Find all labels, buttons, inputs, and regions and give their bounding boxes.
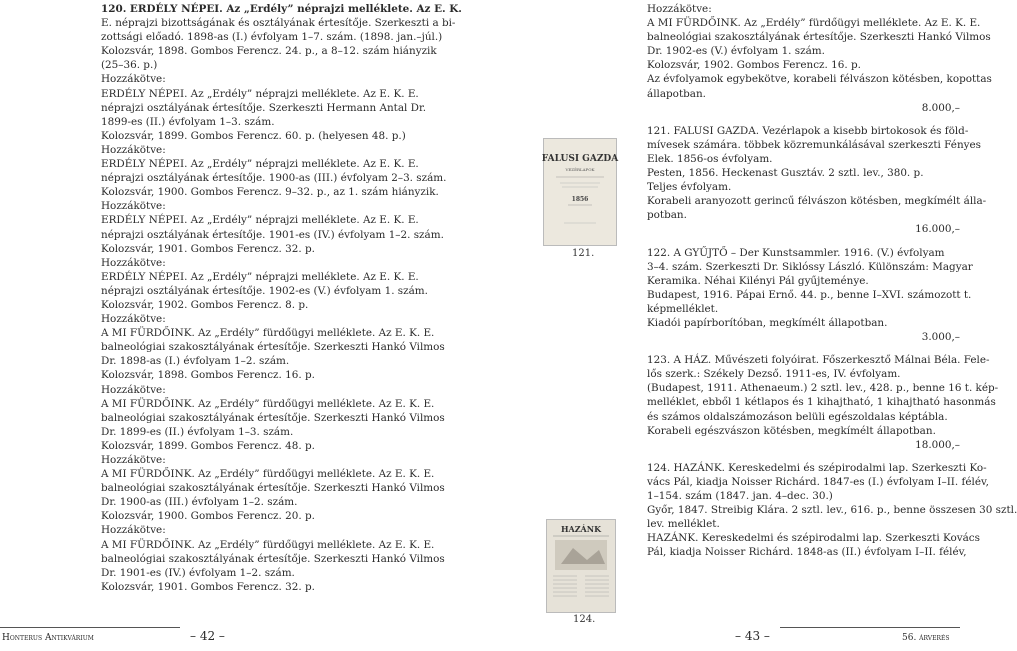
text-line: Hozzákötve:: [101, 383, 166, 396]
cover-illustration-hazank: [547, 520, 615, 612]
text-line: Korabeli aranyozott gerincű félvászon kötésben, megkímélt álla-: [647, 195, 987, 208]
text-line: ERDÉLY NÉPEI. Az „Erdély” néprajzi melléklete. Az E. K. E.: [101, 87, 419, 100]
text-line: HAZÁNK. Kereskedelmi és szépirodalmi lap. Szerkeszti Kovács: [647, 532, 980, 545]
text-line: 3–4. szám. Szerkeszti Dr. Siklóssy László. Különszám: Magyar: [647, 260, 973, 273]
footer-rule-right: [780, 627, 960, 628]
text-line: Hozzákötve:: [101, 313, 166, 326]
footer-rule-left: [0, 627, 180, 628]
page-number-right: – 43 –: [735, 629, 770, 643]
text-line: Dr. 1898-as (I.) évfolyam 1–2. szám.: [101, 355, 290, 368]
image-caption-124: 124.: [573, 614, 596, 625]
text-line: Teljes évfolyam.: [647, 181, 732, 194]
price: 18.000,–: [915, 438, 960, 451]
text-line: Hozzákötve:: [101, 256, 166, 269]
text-line: Hozzákötve:: [101, 454, 166, 466]
text-line: Pesten, 1856. Heckenast Gusztáv. 2 sztl. lev., 380. p.: [647, 167, 924, 180]
text-line: Elek. 1856-os évfolyam.: [647, 152, 773, 165]
text-line: Kolozsvár, 1902. Gombos Ferencz. 16. p.: [647, 59, 861, 72]
text-line: 123. A HÁZ. Művészeti folyóirat. Főszerkesztő Málnai Béla. Fele-: [647, 354, 990, 367]
cover-year: 1856: [571, 196, 589, 203]
price: 3.000,–: [921, 331, 960, 344]
footer-publisher: Honterus Antikvárium: [2, 633, 94, 643]
entry-gap: [647, 237, 960, 246]
text-line: néprajzi osztályának értesítője. 1900-as (III.) évfolyam 2–3. szám.: [101, 172, 447, 185]
text-line: lős szerk.: Székely Dezső. 1911-es, IV. évfolyam.: [647, 368, 901, 381]
text-line: 121. FALUSI GAZDA. Vezérlapok a kisebb birtokosok és föld-: [647, 124, 969, 137]
text-line: Hozzákötve:: [647, 3, 712, 15]
entry-gap: [647, 115, 960, 124]
cover-image-falusi-gazda: [543, 138, 617, 246]
text-line: balneológiai szakosztályának értesítője. Szerkeszti Hankó Vilmos: [101, 411, 445, 424]
text-line: néprajzi osztályának értesítője. 1902-es (V.) évfolyam 1. szám.: [101, 284, 428, 297]
text-line: 120. ERDÉLY NÉPEI. Az „Erdély” néprajzi melléklete. Az E. K.: [101, 3, 462, 15]
text-line: potban.: [647, 209, 687, 222]
text-line: balneológiai szakosztályának értesítője. Szerkeszti Hankó Vilmos: [101, 552, 445, 565]
catalog-entry: [647, 461, 1017, 560]
text-line: néprajzi osztályának értesítője. Szerkeszti Hermann Antal Dr.: [101, 101, 427, 114]
text-line: Keramika. Néhai Kilényi Pál gyűjteménye.: [647, 274, 869, 287]
text-line: Győr, 1847. Streibig Klára. 2 sztl. lev., 616. p., benne összesen 30 sztl.: [647, 504, 1017, 517]
text-line: Az évfolyamok egybekötve, korabeli félvászon kötésben, kopottas: [647, 73, 992, 86]
text-line: vács Pál, kiadja Noisser Richárd. 1847-es (I.) évfolyam I–II. félév,: [647, 475, 989, 488]
text-line: állapotban.: [647, 87, 706, 100]
text-line: A MI FÜRDŐINK. Az „Erdély” fürdőügyi melléklete. Az E. K. E.: [101, 538, 435, 551]
text-line: 1899-es (II.) évfolyam 1–3. szám.: [101, 115, 275, 128]
text-line: Hozzákötve:: [101, 73, 166, 86]
text-line: zottsági előadó. 1898-as (I.) évfolyam 1–7. szám. (1898. jan.–júl.): [101, 31, 443, 44]
text-line: melléklet, ebből 1 kétlapos és 1 kihajtható, 1 kihajtható hasonmás: [647, 396, 996, 409]
image-caption-121: 121.: [572, 248, 595, 259]
text-line: mívesek számára. többek közremunkálásával szerkeszti Fényes: [647, 138, 981, 151]
catalog-entry: [647, 124, 987, 237]
text-line: Hozzákötve:: [101, 200, 166, 213]
text-line: A MI FÜRDŐINK. Az „Erdély” fürdőügyi melléklete. Az E. K. E.: [101, 327, 435, 340]
text-line: balneológiai szakosztályának értesítője. Szerkeszti Hankó Vilmos: [101, 482, 445, 495]
price: 8.000,–: [921, 101, 960, 114]
cover-title-hazank: HAZÁNK: [560, 524, 602, 534]
text-line: ERDÉLY NÉPEI. Az „Erdély” néprajzi melléklete. Az E. K. E.: [101, 214, 419, 227]
catalog-entry: [647, 353, 999, 452]
text-line: Kolozsvár, 1900. Gombos Ferencz. 20. p.: [101, 510, 315, 523]
text-line: balneológiai szakosztályának értesítője. Szerkeszti Hankó Vilmos: [647, 31, 991, 44]
text-line: Dr. 1899-es (II.) évfolyam 1–3. szám.: [101, 425, 294, 438]
entry-gap: [647, 452, 960, 461]
text-line: ERDÉLY NÉPEI. Az „Erdély” néprajzi melléklete. Az E. K. E.: [101, 270, 419, 283]
cover-image-hazank: [546, 519, 616, 613]
text-line: E. néprajzi bizottságának és osztályának értesítője. Szerkeszti a bi-: [101, 17, 456, 30]
text-line: Budapest, 1916. Pápai Ernő. 44. p., benne I–XVI. számozott t.: [647, 288, 972, 301]
text-line: A MI FÜRDŐINK. Az „Erdély” fürdőügyi melléklete. Az E. K. E.: [101, 397, 435, 410]
text-line: Kolozsvár, 1899. Gombos Ferencz. 48. p.: [101, 439, 315, 452]
text-line: ERDÉLY NÉPEI. Az „Erdély” néprajzi melléklete. Az E. K. E.: [101, 158, 419, 171]
text-line: 124. HAZÁNK. Kereskedelmi és szépirodalmi lap. Szerkeszti Ko-: [647, 461, 987, 474]
text-line: Kolozsvár, 1900. Gombos Ferencz. 9–32. p., az 1. szám hiányzik.: [101, 186, 439, 199]
text-line: Kolozsvár, 1899. Gombos Ferencz. 60. p. (helyesen 48. p.): [101, 129, 406, 142]
text-line: Kolozsvár, 1901. Gombos Ferencz. 32. p.: [101, 580, 315, 593]
text-line: Korabeli egészvászon kötésben, megkímélt állapotban.: [647, 424, 936, 437]
text-line: Hozzákötve:: [101, 143, 166, 156]
text-line: Dr. 1901-es (IV.) évfolyam 1–2. szám.: [101, 566, 295, 579]
text-line: Kolozsvár, 1898. Gombos Ferencz. 24. p., a 8–12. szám hiányzik: [101, 45, 437, 58]
text-line: A MI FÜRDŐINK. Az „Erdély” fürdőügyi melléklete. Az E. K. E.: [101, 468, 435, 481]
text-line: néprajzi osztályának értesítője. 1901-es (IV.) évfolyam 1–2. szám.: [101, 228, 444, 241]
text-line: Dr. 1900-as (III.) évfolyam 1–2. szám.: [101, 496, 298, 509]
text-line: (25–36. p.): [101, 59, 158, 72]
cover-subtitle: VEZÉRLAPOK: [565, 167, 595, 172]
text-line: lev. melléklet.: [647, 518, 720, 531]
price: 16.000,–: [915, 223, 960, 236]
text-line: Kolozsvár, 1898. Gombos Ferencz. 16. p.: [101, 369, 315, 382]
page-number-left: – 42 –: [190, 629, 225, 643]
text-line: Kolozsvár, 1901. Gombos Ferencz. 32. p.: [101, 242, 315, 255]
text-line: 1–154. szám (1847. jan. 4–dec. 30.): [647, 490, 833, 502]
text-line: balneológiai szakosztályának értesítője. Szerkeszti Hankó Vilmos: [101, 341, 445, 354]
text-line: Kolozsvár, 1902. Gombos Ferencz. 8. p.: [101, 298, 309, 311]
text-line: Hozzákötve:: [101, 524, 166, 537]
text-line: képmelléklet.: [647, 302, 719, 315]
cover-title: FALUSI GAZDA: [541, 154, 619, 164]
cover-illustration: [541, 139, 619, 245]
text-line: (Budapest, 1911. Athenaeum.) 2 sztl. lev., 428. p., benne 16 t. kép-: [647, 382, 999, 395]
text-line: Pál, kiadja Noisser Richárd. 1848-as (II.) évfolyam I–II. félév,: [647, 546, 967, 559]
text-line: Dr. 1902-es (V.) évfolyam 1. szám.: [647, 45, 825, 58]
text-line: és számos oldalszámozáson belüli egészoldalas képtábla.: [647, 410, 948, 423]
text-line: 122. A GYŰJTŐ – Der Kunstsammler. 1916. (V.) évfolyam: [647, 246, 945, 259]
left-column: [101, 2, 462, 594]
catalog-entry: [647, 2, 992, 115]
entry-gap: [647, 344, 960, 353]
right-column: [647, 2, 1017, 559]
text-line: A MI FÜRDŐINK. Az „Erdély” fürdőügyi melléklete. Az E. K. E.: [647, 17, 981, 30]
text-line: Kiadói papírborítóban, megkímélt állapotban.: [647, 316, 888, 329]
catalog-entry: [647, 246, 973, 345]
footer-auction: 56. árverés: [902, 633, 950, 643]
